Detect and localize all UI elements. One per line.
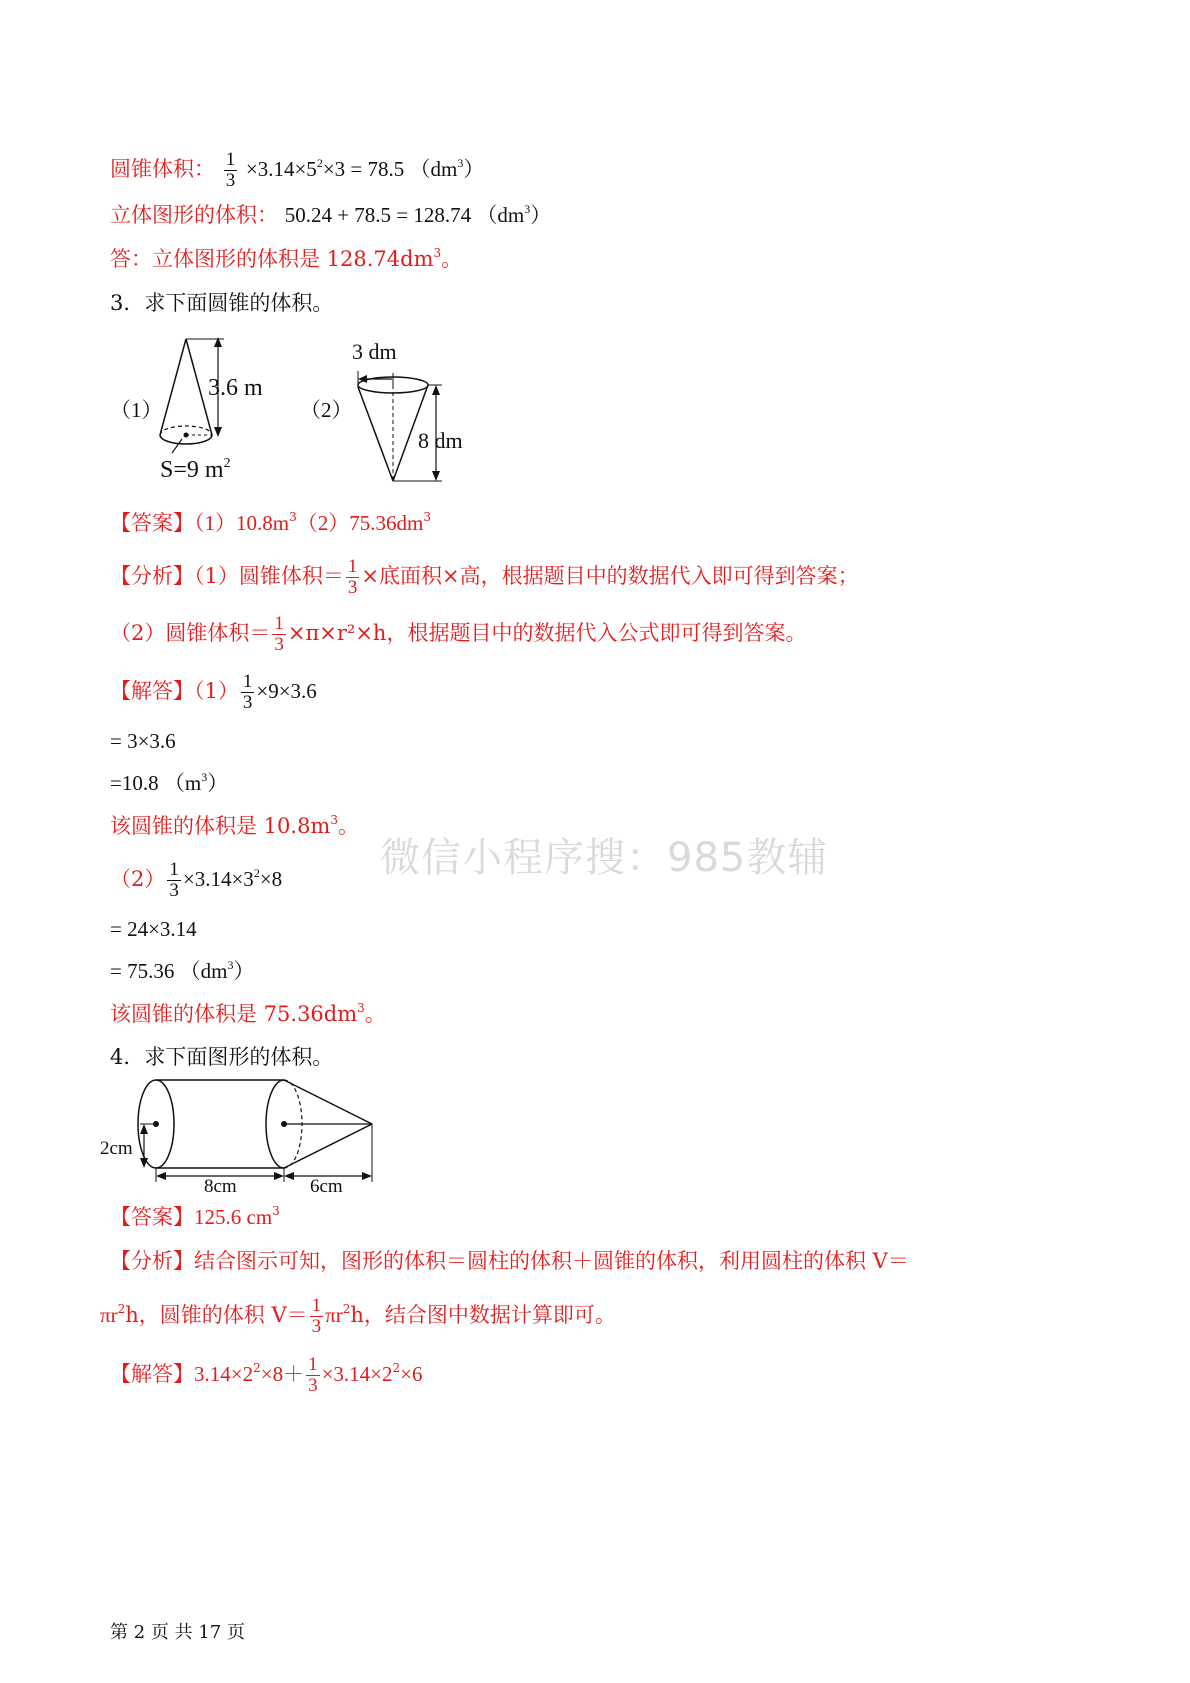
answer-tag: 【答案】 bbox=[110, 511, 194, 535]
watermark: 微信小程序搜：985教辅 bbox=[380, 835, 829, 881]
fig2-label: （2） bbox=[300, 398, 353, 422]
q4-analysis-line-1: 【分析】结合图示可知，图形的体积＝圆柱的体积＋圆锥的体积，利用圆柱的体积 V＝ bbox=[110, 1249, 909, 1273]
q3-analysis-line-1: 【分析】（1）圆锥体积＝ $\frac{1}{3}$ ×底面积×高，根据题目中的数据代入即可得到答案； bbox=[110, 556, 859, 598]
solid-volume-label: 立体图形的体积： bbox=[110, 203, 278, 227]
answer-tag: 【答案】 bbox=[110, 1205, 194, 1229]
solid-volume-expr: 50.24 + 78.5 = 128.74 $(dm^3)$ bbox=[284, 202, 552, 227]
q3-sol2-step3: = 75.36 $(dm^3)$ bbox=[110, 958, 255, 983]
q3-solution-1: 【解答】（1） $\frac{1}{3}$ ×9×3.6 bbox=[110, 671, 317, 713]
fig4-radius-label: 2cm bbox=[100, 1138, 133, 1159]
q4-answer-line: 【答案】125.6 $cm^3$ bbox=[110, 1204, 280, 1229]
fig1-area-label: S=9 $m^2$ bbox=[160, 456, 231, 483]
cone-volume-label: 圆锥体积： bbox=[110, 157, 215, 181]
cylinder-cone-figure bbox=[100, 1078, 400, 1198]
fig4-length2-label: 6cm bbox=[310, 1176, 343, 1197]
q3-sol1-result: 该圆锥的体积是 $10.8m^3$。 bbox=[110, 813, 359, 838]
fig2-radius-label: 3 dm bbox=[352, 339, 397, 364]
analysis-tag: 【分析】 bbox=[110, 564, 194, 588]
q4-solution-line: 【解答】$3.14\times 2^2\times 8+$ $\frac{1}{3}$ $\times 3.14\times 2^2\times 6$ bbox=[110, 1354, 423, 1396]
fig4-length1-label: 8cm bbox=[204, 1176, 237, 1197]
cone-volume-expr: $\times 3.14\times 5^2\times 3 = 78.5$ $(dm^3)$ bbox=[245, 156, 485, 181]
q3-sol1-step2: = 3×3.6 bbox=[110, 729, 176, 753]
solution-tag: 【解答】 bbox=[110, 679, 194, 703]
solid-volume-answer: 答：立体图形的体积是 $128.74dm^3$。 bbox=[110, 246, 463, 271]
q3-answer-line: 【答案】$(1)10.8m^3(2)75.36dm^3$ bbox=[110, 510, 431, 535]
fig1-label: （1） bbox=[110, 398, 163, 422]
analysis-tag: 【分析】 bbox=[110, 1249, 194, 1273]
q3-sol2-result: 该圆锥的体积是 $75.36dm^3$。 bbox=[110, 1001, 386, 1026]
question-3-title: 3．求下面圆锥的体积。 bbox=[110, 291, 334, 315]
q4-analysis-line-2: $\pi r^2h$，圆锥的体积 V＝ $\frac{1}{3}$ $\pi r^2h$，结合图中数据计算即可。 bbox=[100, 1295, 616, 1337]
solid-volume-line bbox=[110, 200, 551, 230]
page-footer: 第 2 页 共 17 页 bbox=[110, 1622, 245, 1643]
solution-tag: 【解答】 bbox=[110, 1362, 194, 1386]
fig2-height-label: 8 dm bbox=[418, 428, 463, 453]
cone-figure-2 bbox=[300, 335, 500, 495]
fraction-one-third: $\frac{1}{3}$ bbox=[225, 149, 236, 191]
cone-volume-line bbox=[110, 150, 484, 191]
q3-sol2-step2: = 24×3.14 bbox=[110, 917, 197, 941]
fig1-height-label: 3.6 m bbox=[208, 375, 263, 401]
q3-sol1-step3: =10.8 $(m^3)$ bbox=[110, 770, 229, 795]
q3-solution-2: （2） $\frac{1}{3}$ $\times 3.14\times 3^2\times 8$ bbox=[110, 859, 283, 901]
question-4-title: 4．求下面图形的体积。 bbox=[110, 1045, 334, 1069]
q3-analysis-line-2: （2）圆锥体积＝ $\frac{1}{3}$ ×π×r²×h，根据题目中的数据代入公式即可得到答案。 bbox=[110, 613, 807, 655]
